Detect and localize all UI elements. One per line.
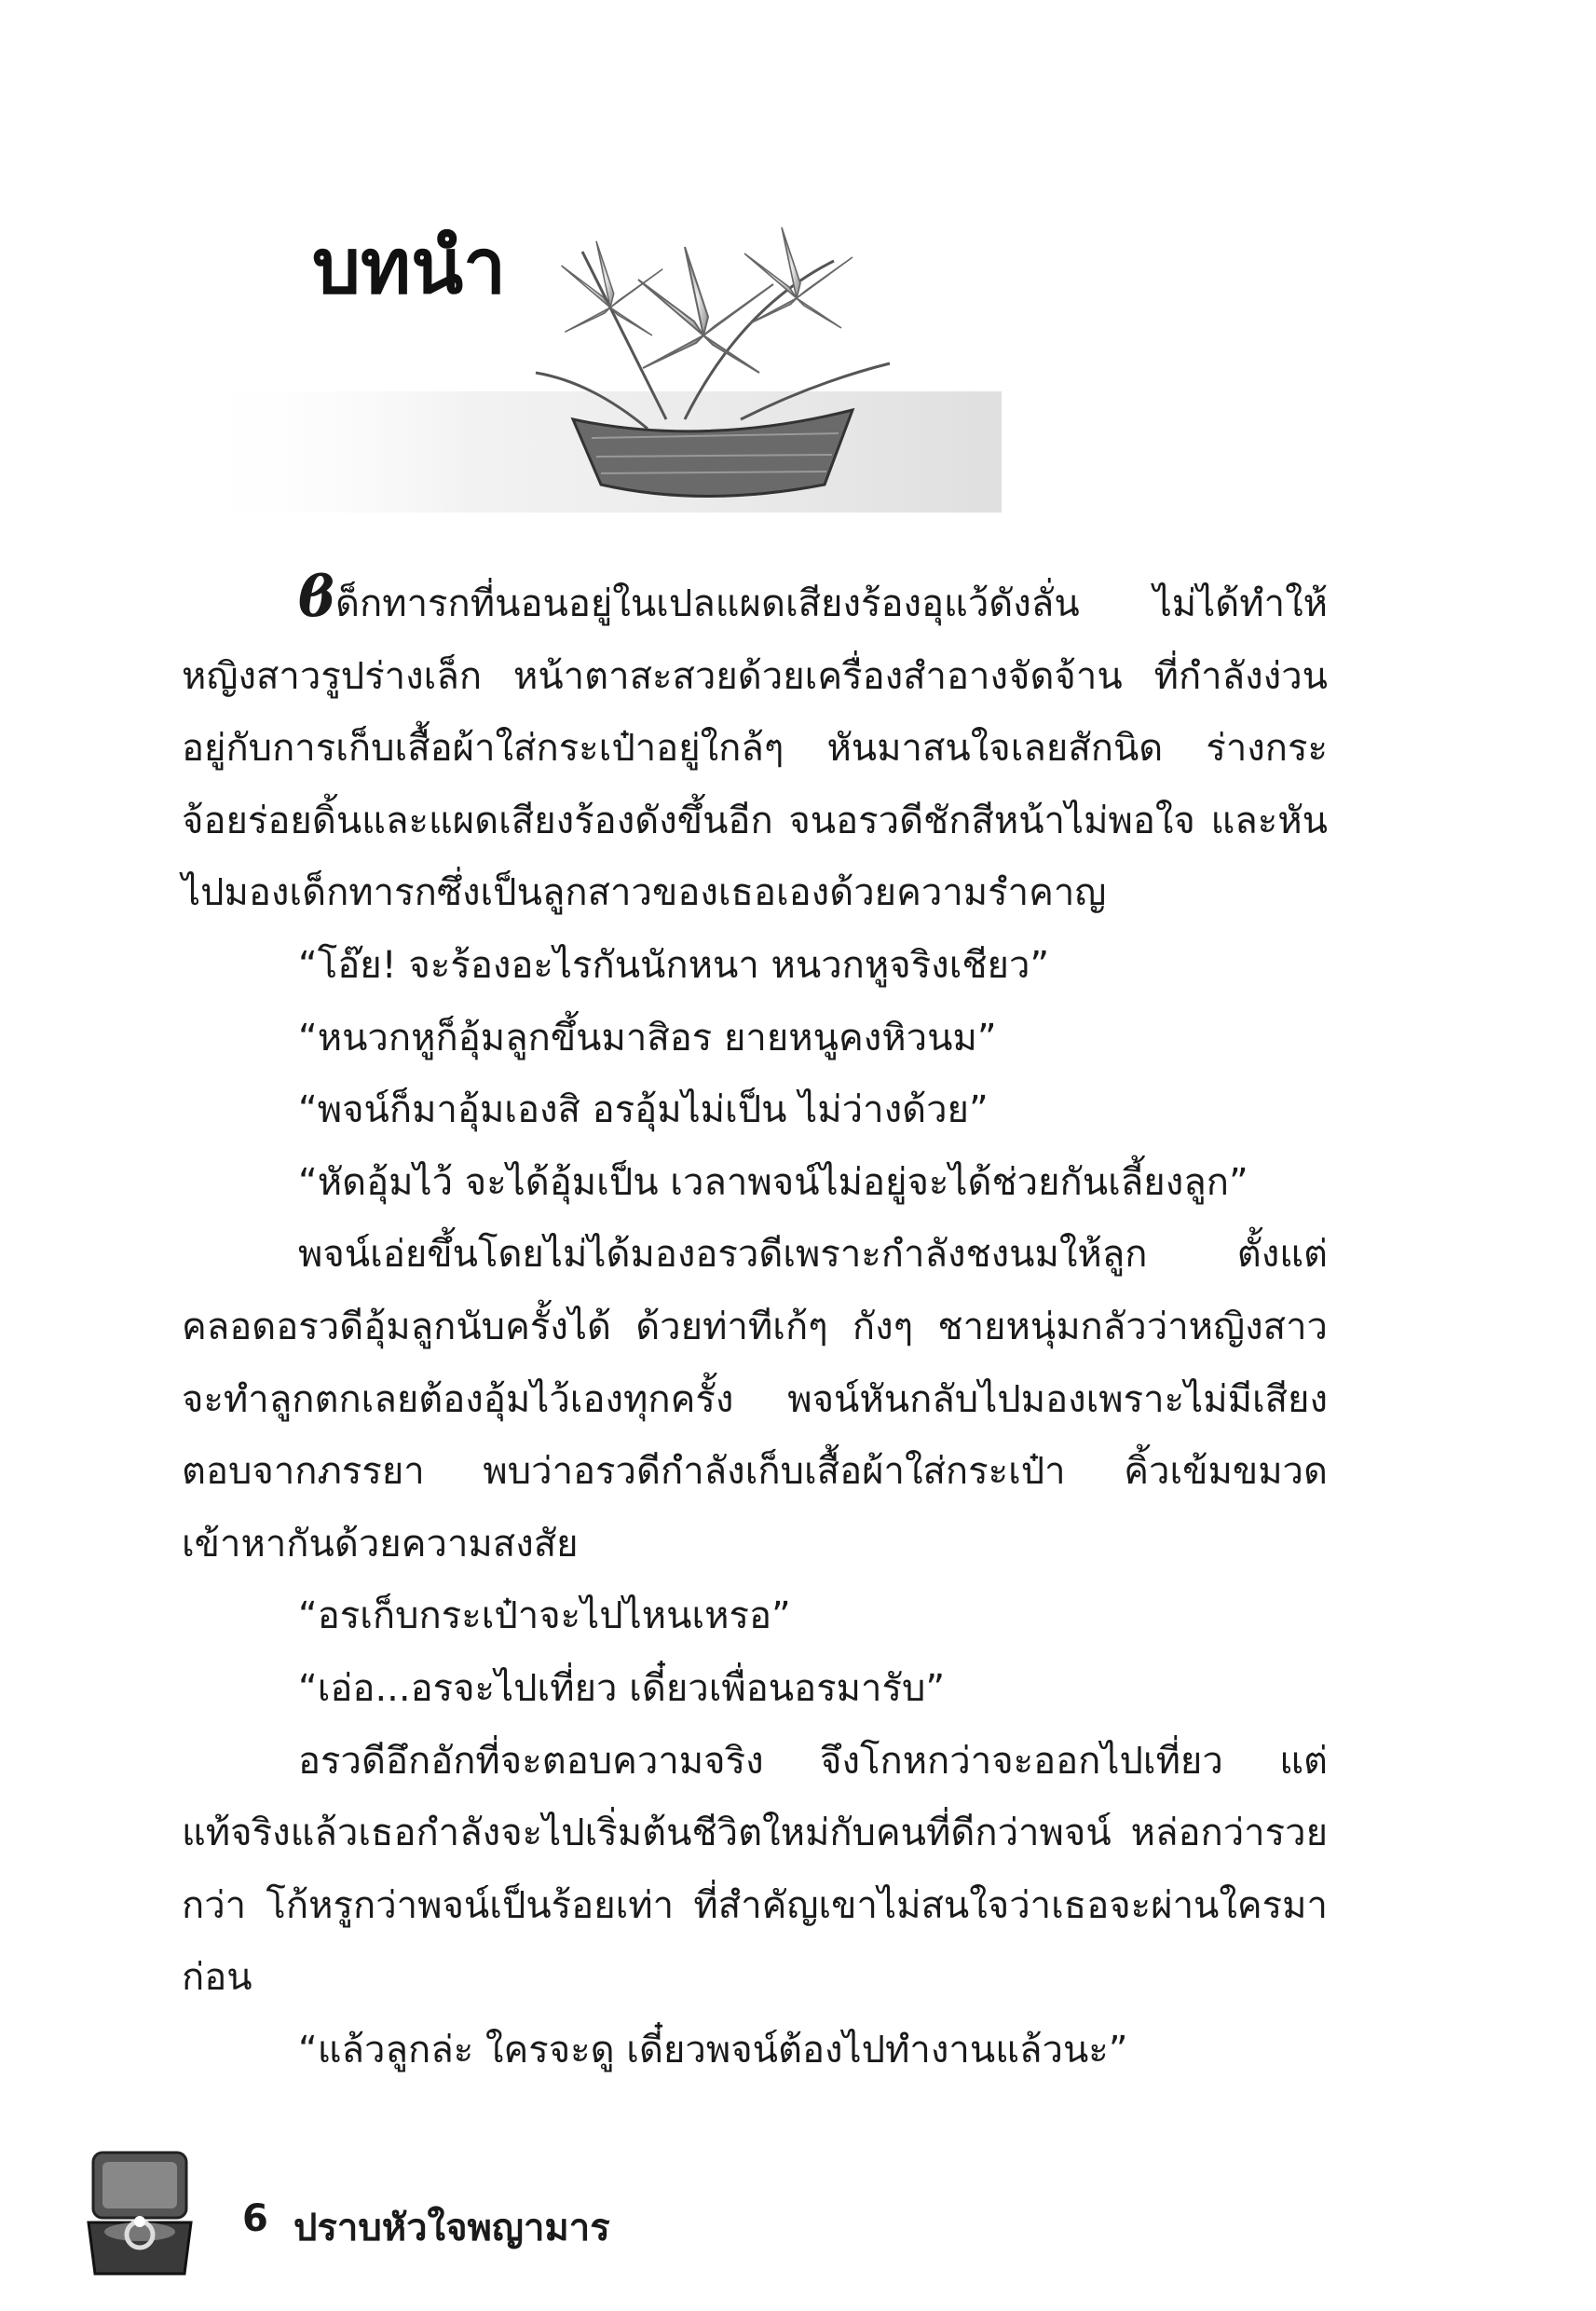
body-text bbox=[182, 565, 1328, 2086]
page-footer bbox=[84, 2143, 736, 2274]
dialog-line: “อรเก็บกระเป๋าจะไปไหนเหรอ” bbox=[298, 1594, 791, 1638]
dialog-line: “แล้วลูกล่ะ ใครจะดู เดี๋ยวพจน์ต้องไปทำงานแล้วนะ” bbox=[298, 2028, 1128, 2072]
dialog-line: “หัดอุ้มไว้ จะได้อุ้มเป็น เวลาพจน์ไม่อยู่จะได้ช่วยกันเลี้ยงลูก” bbox=[298, 1160, 1248, 1204]
dialog-line: “โอ๊ย! จะร้องอะไรกันนักหนา หนวกหูจริงเชียว” bbox=[298, 943, 1050, 987]
paragraph bbox=[182, 565, 1328, 930]
dialog-line: “หนวกหูก็อุ้มลูกขึ้นมาสิอร ยายหนูคงหิวนม” bbox=[298, 1016, 997, 1060]
dialog-line: “เอ่อ...อรจะไปเที่ยว เดี๋ยวเพื่อนอรมารับ” bbox=[298, 1666, 946, 1710]
chapter-title: บทนำ bbox=[312, 222, 507, 311]
page-number: 6 bbox=[242, 2197, 268, 2240]
lily-basket-illustration bbox=[182, 140, 1002, 513]
dialog-line: “พจน์ก็มาอุ้มเองสิ อรอุ้มไม่เป็น ไม่ว่างด้วย” bbox=[298, 1088, 989, 1132]
drop-cap: ϐ bbox=[298, 565, 336, 630]
book-title: ปราบหัวใจพญามาร bbox=[293, 2207, 610, 2249]
paragraph: อรวดีอึกอักที่จะตอบความจริง จึงโกหกว่าจะออกไปเที่ยว แต่แท้จริงแล้วเธอกำลังจะไปเริ่มต้นชีวิตใหม่กับคนที่ดีกว่าพจน์ หล่อกว่ารวยกว่า โก้หรูกว่าพจน์เป็นร้อยเท่า ที่สำคัญเขาไม่สนใจว่าเธอจะผ่านใครมาก่อน bbox=[182, 1739, 1328, 2000]
paragraph-text: ด็กทารกที่นอนอยู่ในเปลแผดเสียงร้องอุแว้ดังลั่น ไม่ได้ทำให้หญิงสาวรูปร่างเล็ก หน้าตาสะสวยด้วยเครื่องสำอางจัดจ้าน ที่กำลังง่วนอยู่กับการเก็บเสื้อผ้าใส่กระเป๋าอยู่ใกล้ๆ หันมาสนใจเลยสักนิด ร่างกระจ้อยร่อยดิ้นและแผดเสียงร้องดังขึ้นอีก จนอรวดีชักสีหน้าไม่พอใจ และหันไปมองเด็กทารกซึ่งเป็นลูกสาวของเธอเองด้วยความรำคาญ bbox=[182, 582, 1328, 915]
paragraph: พจน์เอ่ยขึ้นโดยไม่ได้มองอรวดีเพราะกำลังชงนมให้ลูก ตั้งแต่คลอดอรวดีอุ้มลูกนับครั้งได้ ด้วยท่าทีเก้ๆ กังๆ ชายหนุ่มกลัวว่าหญิงสาวจะทำลูกตกเลยต้องอุ้มไว้เองทุกครั้ง พจน์หันกลับไปมองเพราะไม่มีเสียงตอบจากภรรยา พบว่าอรวดีกำลังเก็บเสื้อผ้าใส่กระเป๋า คิ้วเข้มขมวดเข้าหากันด้วยความสงสัย bbox=[182, 1233, 1328, 1566]
ring-box-icon bbox=[84, 2143, 196, 2283]
